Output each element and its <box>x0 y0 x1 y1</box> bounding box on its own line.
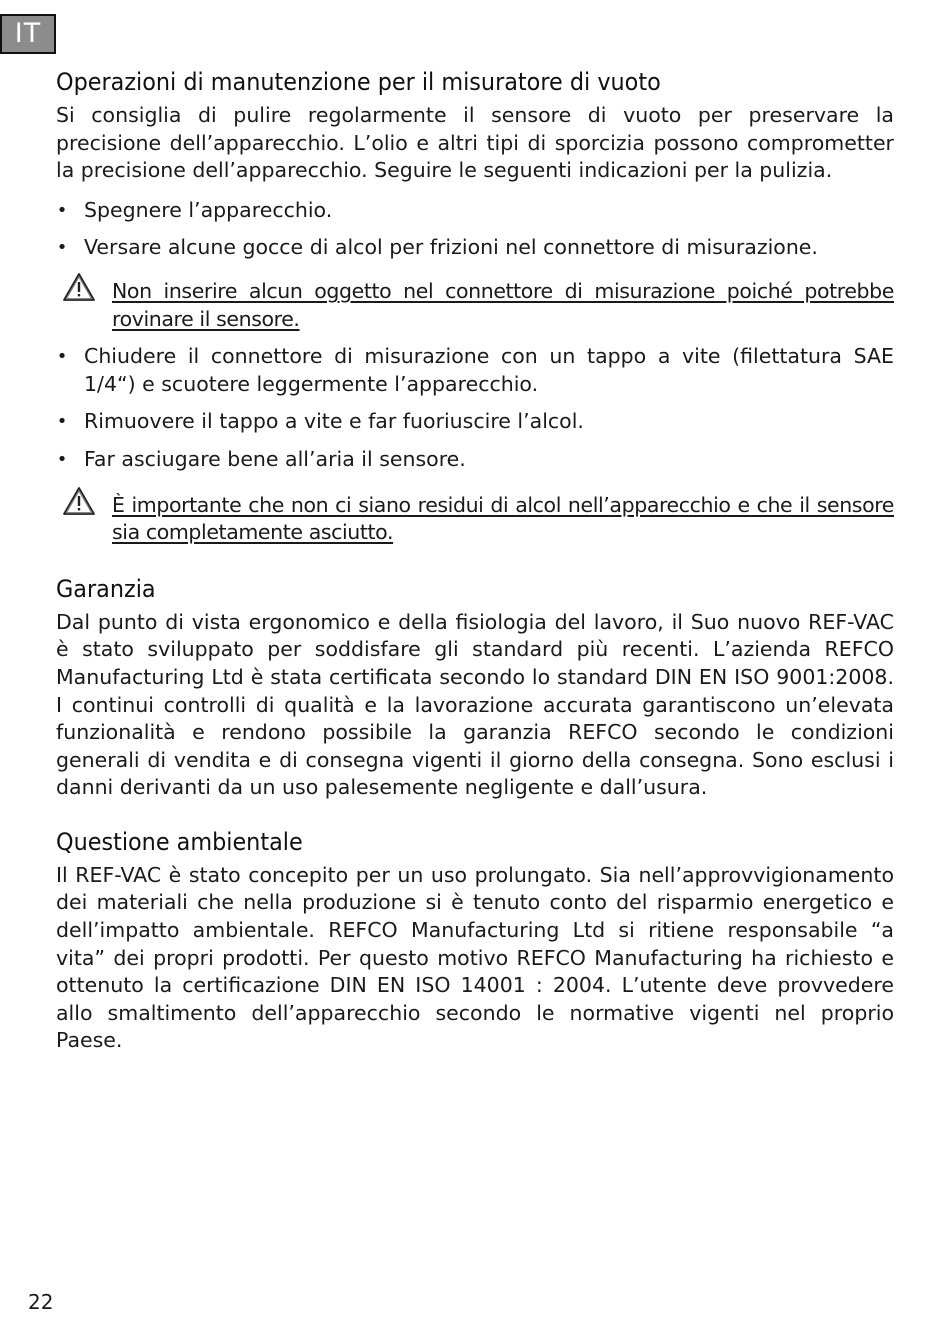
warranty-heading: Garanzia <box>56 574 156 603</box>
maintenance-intro: Si consiglia di pulire regolarmente il sensore di vuoto per preservare la precisione dell’apparecchio. L’olio e altri tipi di sporcizia possono comprometter la precisione dell’apparecchio. Seguire le seguenti indicazioni per la pulizia. <box>56 103 894 183</box>
list-item <box>56 446 894 474</box>
warning-triangle-icon <box>62 486 96 516</box>
list-item <box>56 343 894 398</box>
bullet-dot-icon: • <box>56 448 68 470</box>
list-item-text: Spegnere l’apparecchio. <box>84 197 333 222</box>
bullet-list-a <box>56 197 894 262</box>
environment-heading: Questione ambientale <box>56 827 303 856</box>
bullet-dot-icon: • <box>56 346 68 368</box>
warning-text-1: Non inserire alcun oggetto nel connettore di misurazione poiché potrebbe rovinare il sensore. <box>112 278 894 331</box>
list-item-text: Far asciugare bene all’aria il sensore. <box>84 446 466 471</box>
warranty-text: Dal punto di vista ergonomico e della fisiologia del lavoro, il Suo nuovo REF-VAC è stato sviluppato per soddisfare gli standard più recenti. L’azienda REFCO Manufacturing Ltd è stata certificata secondo lo standard DIN EN ISO 9001:2008. I continui controlli di qualità e la lavorazione accurata garantiscono un’elevata funzionalità e rendono possibile la garanzia REFCO secondo le condizioni generali di vendita e di consegna vigenti il giorno della consegna. Sono esclusi i danni derivanti da un uso palesemente negligente e dall’usura. <box>56 609 894 800</box>
warning-text-2: È importante che non ci siano residui di alcol nell’apparecchio e che il sensore sia completamente asciutto. <box>112 492 894 545</box>
warning-triangle-icon <box>62 272 96 302</box>
bullet-dot-icon: • <box>56 199 68 221</box>
page-number: 22 <box>28 1290 54 1314</box>
bullet-list-b <box>56 343 894 473</box>
environment-section <box>56 826 894 1055</box>
page-content <box>56 66 894 1055</box>
maintenance-section <box>56 66 894 547</box>
maintenance-heading: Operazioni di manutenzione per il misuratore di vuoto <box>56 68 661 96</box>
list-item-text: Versare alcune gocce di alcol per frizioni nel connettore di misurazione. <box>84 235 818 260</box>
list-item <box>56 197 894 225</box>
list-item <box>56 408 894 436</box>
bullet-dot-icon: • <box>56 411 68 433</box>
list-item-text: Chiudere il connettore di misurazione con un tappo a vite (filettatura SAE 1/4“) e scuotere leggermente l’apparecchio. <box>84 344 894 396</box>
warning-note-1 <box>56 278 894 333</box>
language-badge: IT <box>0 14 56 54</box>
list-item-text: Rimuovere il tappo a vite e far fuoriuscire l’alcol. <box>84 409 584 434</box>
list-item <box>56 234 894 262</box>
bullet-dot-icon: • <box>56 237 68 259</box>
environment-text: Il REF-VAC è stato concepito per un uso prolungato. Sia nell’approvvigionamento dei materiali che nella produzione si è tenuto conto del risparmio energetico e dell’impatto ambientale. REFCO Manufacturing Ltd si ritiene responsabile “a vita” dei propri prodotti. Per questo motivo REFCO Manufacturing ha richiesto e ottenuto la certificazione DIN EN ISO 14001 : 2004. L’utente deve provvedere allo smaltimento dell’apparecchio secondo le normative vigenti nel proprio Paese. <box>56 862 894 1053</box>
warranty-section <box>56 573 894 802</box>
warning-note-2 <box>56 492 894 547</box>
